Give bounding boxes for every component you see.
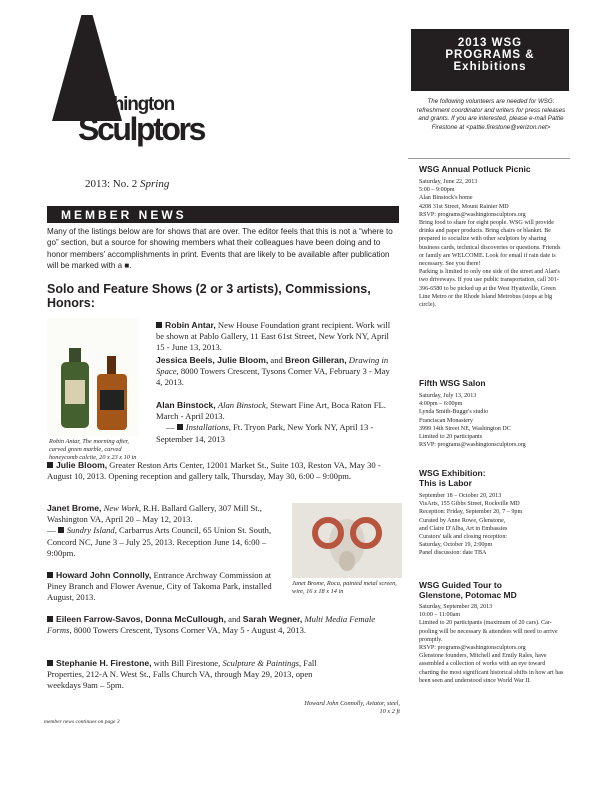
photo3-caption: Howard John Connolly, Aviator, steel, 10 x 2 ft (304, 700, 400, 715)
entry-howard-connolly (47, 570, 285, 604)
event-body: September 18 – October 20, 2013 VisArts, 155 Gibbs Street, Rockville MD Reception: Friday, September 20, 7 – 9pm Curated by Anne Rowe, Glenstone, and Claire D'Alba, Art in Embassies Curators' talk and closing reception: Saturday, October 19, 2:00pm Panel discussion: date TBA (419, 493, 523, 557)
entry-name: Robin Antar, (165, 320, 216, 330)
entry-title: Sculpture & Paintings, (222, 658, 302, 668)
photo-robin-antar (47, 318, 139, 436)
entry-name: Jessica Beels, Julie Bloom, (156, 355, 269, 365)
photo2-caption: Janet Brome, Roca, painted metal screen, wire, 16 x 18 x 14 in (292, 580, 397, 595)
member-news-banner (47, 206, 399, 223)
entry-name-2: Breon Gilleran, (285, 355, 347, 365)
event-title: WSG Annual Potluck Picnic (419, 164, 531, 174)
entry-subtext: Carbarrus Arts Council, 65 Union St. South, Concord NC, June 3 – July 25, 2013. Reception June 14, 6:00 – 9:00pm. (47, 525, 272, 558)
entry-text: 8000 Towers Crescent, Tysons Corner VA, February 3 - May 4, 2013. (156, 366, 390, 388)
entry-name: Janet Brome, (47, 503, 102, 513)
entry-text: New House Foundation grant recipient. Work will be shown at Pablo Gallery, 11 East 61st Street, New York NY, April 15 - June 13, 2013. (156, 320, 391, 353)
programs-box-line2: PROGRAMS & (445, 49, 535, 61)
event-body: Saturday, June 22, 2013 5:00 – 9:00pm Alan Binstock's home 4208 31st Street, Mount Rainier MD RSVP: programs@washingtonsculptors.org Bring food to share for eight people. WSG will provide drinks and paper products. Bring chairs or blanket. Be prepared to socialize with other sculptors by sharing business cards, technical discoveries or questions. Friends or family are WELCOME. Look for email if rain date is necessary. See you there! Parking is limited to only one side of the street and Alan's two driveways. If you use public transportation, call 301-396-6580 to be picked up at the West Hyattsville, Green Line Metro or the Rhode Island Metrobus (stops at big circle). (419, 179, 561, 309)
entry-title: Alan Binstock, (217, 400, 268, 410)
section-heading: Solo and Feature Shows (2 or 3 artists), Commissions, Honors: (47, 282, 371, 310)
entry-name: Howard John Connolly, (56, 570, 152, 580)
entry-and: and (228, 614, 241, 624)
entry-julie-bloom (47, 460, 399, 482)
event-title: WSG Exhibition: This is Labor (419, 468, 486, 488)
entry-title: Multi Media Female Forms, (47, 614, 376, 636)
entry-multi-media (47, 614, 399, 636)
entry-stephanie-firestone (47, 658, 347, 692)
entry-name: Alan Binstock, (156, 400, 216, 410)
photo1-caption: Robin Antar, The morning after, carved green marble, carved honeycomb calcite, 20 x 23 x 10 in (49, 438, 137, 461)
entry-janet-brome: Janet Brome, New Work, R.H. Ballard Gallery, 307 Mill St., Washington VA, April 20 – May 12, 2013. — Sundry Island, Carbarrus Arts Council, 65 Union St. South, Concord NC, June 3 – July 25, 2013. Reception June 14, 6:00 – 9:00pm. (47, 503, 272, 558)
entry-title: New Work, (103, 503, 142, 513)
masthead-title (78, 94, 204, 147)
entry-drawing-in-space (156, 355, 396, 389)
available-marker-icon (47, 660, 53, 666)
entry-text: Greater Reston Arts Center, 12001 Market St., Suite 103, Reston VA, May 30 - August 10, 2013. Opening reception and gallery talk, Thursday, May 30, 6:00 – 9:00pm. (47, 460, 381, 482)
intro-paragraph: Many of the listings below are for shows that are over. The editor feels that this is not a “where to go” section, but a source for showing members what their colleagues have been doing and to honor members’ accomplishments in print. Events that are likely to be available after publication will be marked with a ■. (47, 227, 393, 271)
entry-and: and (270, 355, 283, 365)
available-marker-icon (58, 527, 64, 533)
masthead-line1: Washington (78, 94, 174, 115)
available-marker-icon (177, 424, 183, 430)
photo-janet-brome (292, 503, 402, 578)
issue-label (85, 178, 169, 190)
entry-subtitle: Installations, (185, 422, 231, 433)
available-marker-icon (47, 462, 53, 468)
available-marker-icon (156, 322, 162, 328)
entry-subtext: Ft. Tryon Park, New York NY, April 13 - September 14, 2013 (156, 422, 374, 444)
entry-name: Julie Bloom, (56, 460, 108, 470)
available-marker-icon (47, 572, 53, 578)
entry-text: Entrance Archway Commission at Piney Branch and Flower Avenue, City of Takoma Park, installed August, 2013. (47, 570, 272, 603)
entry-subtitle: Sundry Island, (66, 525, 117, 536)
continued-note: member news continues on page 3 (44, 719, 120, 725)
entry-text: with Bill Firestone, (153, 658, 221, 668)
entry-text: Stewart Fine Art, Boca Raton FL. March - April 2013. (156, 400, 386, 422)
entry-text-2: Fall Properties, 212-A N. West St., Falls Church VA, through May 29, 2013, open weekdays 9am – 5pm. (47, 658, 317, 691)
programs-box-line1: 2013 WSG (457, 37, 523, 49)
issue-season: Spring (140, 178, 170, 190)
volunteers-note: The following volunteers are needed for WSG: refreshment coordinator and writers for press releases and grants. If you are interested, please e-mail Pattie Firestone at <pattie.firestone@verizon.net> (416, 98, 566, 131)
event-body: Saturday, July 13, 2013 4:00pm – 6:00pm Lynda Smith-Bugge's studio Franciscan Monastery 3999 14th Street NE, Washington DC Limited to 20 participants RSVP: programs@washingtonsculptors.org (419, 393, 526, 449)
entry-name-2: Sarah Wegner, (242, 614, 303, 624)
entry-text: R.H. Ballard Gallery, 307 Mill St., Washington VA, April 20 – May 12, 2013. (47, 503, 262, 525)
banner-label: MEMBER NEWS (61, 208, 187, 222)
programs-box (411, 29, 569, 91)
entry-name: Stephanie H. Firestone, (56, 658, 152, 668)
entry-robin-antar (156, 320, 396, 354)
masthead-line2: Sculptors (78, 111, 204, 147)
sidebar-divider (408, 158, 570, 159)
available-marker-icon (47, 616, 53, 622)
programs-box-line3: Exhibitions (453, 61, 527, 73)
event-title: Fifth WSG Salon (419, 378, 486, 388)
entry-alan-binstock: Alan Binstock, Alan Binstock, Stewart Fine Art, Boca Raton FL. March - April 2013. — Installations, Ft. Tryon Park, New York NY, April 13 - September 14, 2013 (156, 400, 386, 444)
event-body: Saturday, September 28, 2013 10:00 – 11:00am Limited to 20 participants (maximum of 20 cars). Car-pooling will be necessary & attendees will need to arrive promptly. RSVP: programs@washingtonsculptors.org Glenstone founders, Mitchell and Emily Rales, have assembled a collection of works with an eye toward charting the most significant historical shifts in how art has been seen and understood since World War II. (419, 604, 564, 684)
issue-number: 2013: No. 2 (85, 178, 138, 190)
entry-text: 8000 Towers Crescent, Tysons Corner VA, May 5 - August 4, 2013. (73, 625, 307, 636)
entry-title: Drawing in Space, (156, 355, 389, 377)
entry-name: Eileen Farrow-Savos, Donna McCullough, (56, 614, 226, 624)
event-title: WSG Guided Tour to Glenstone, Potomac MD (419, 580, 517, 600)
